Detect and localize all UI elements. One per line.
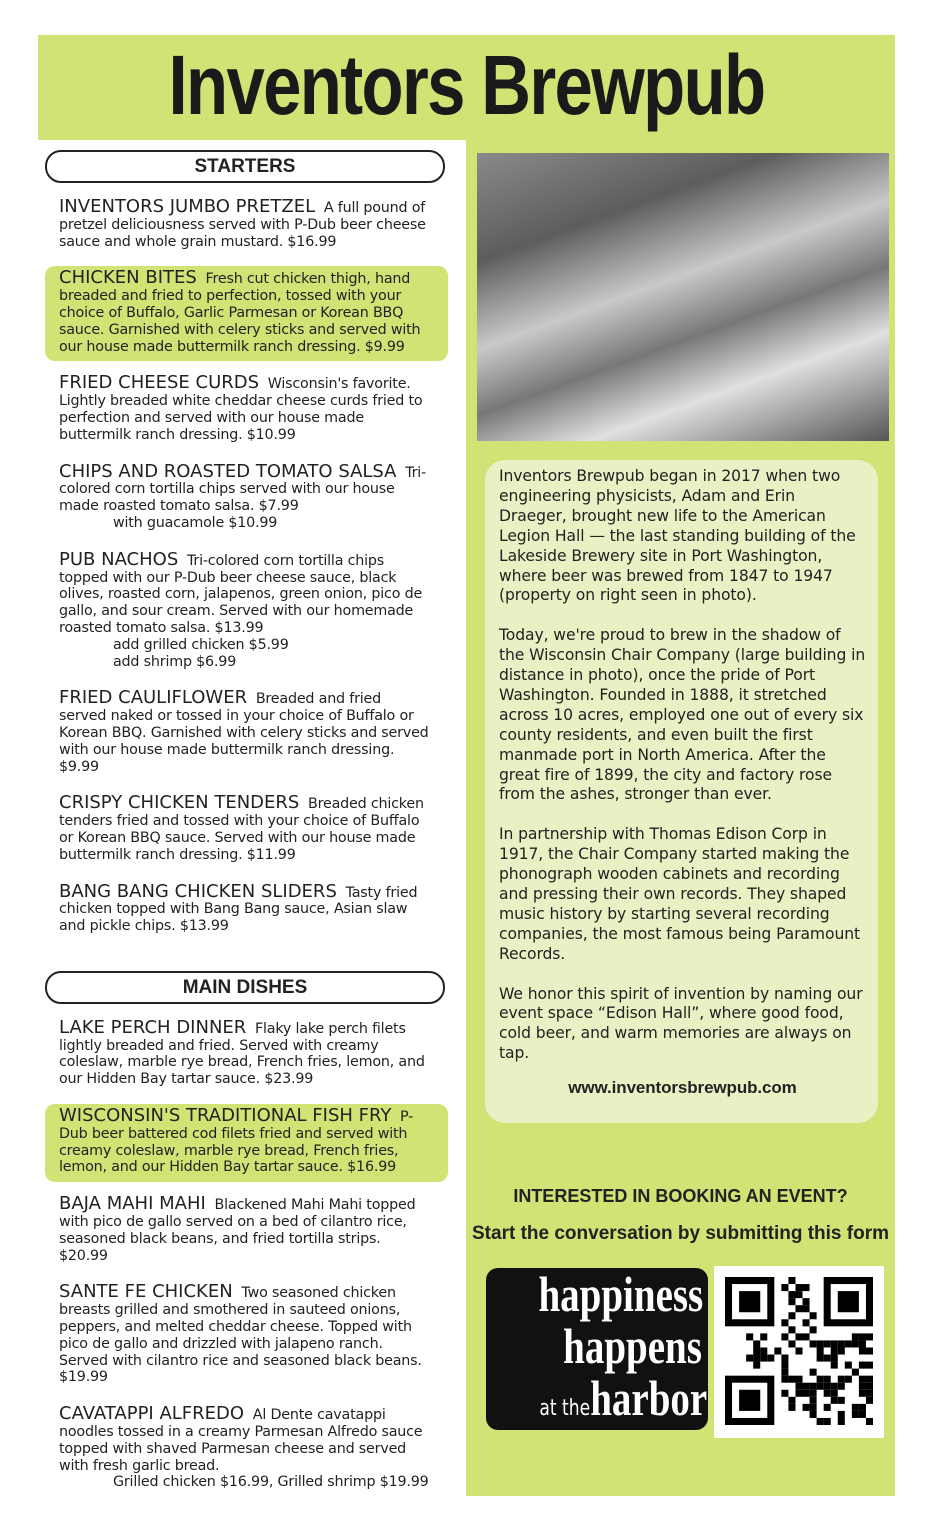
menu-item-description: Two seasoned chicken breasts grilled and smothered in sauteed onions, peppers, and melted cheddar cheese. Topped with pico de gallo and drizzled with jalapeno ranch. Served with cilantro rice and seasoned black beans. $19.99 <box>59 1285 422 1386</box>
menu-item-description: Breaded chicken tenders fried and tossed with your choice of Buffalo or Korean BBQ sauce. Served with our house made buttermilk ranch dressing. $11.99 <box>59 796 424 863</box>
menu-item <box>45 548 445 677</box>
menu-item-name: FRIED CHEESE CURDS <box>59 372 260 394</box>
menu-item-name: FRIED CAULIFLOWER <box>59 687 248 709</box>
section-heading-starters: STARTERS <box>45 150 445 183</box>
historic-photo <box>477 153 889 441</box>
website-link[interactable]: www.inventorsbrewpub.com <box>568 1078 797 1098</box>
menu-item <box>45 1016 445 1094</box>
menu-item <box>45 266 448 361</box>
menu-item <box>45 1192 445 1270</box>
menu-item <box>45 791 445 869</box>
menu-item-name: CHICKEN BITES <box>59 267 197 289</box>
menu-item-addon: Grilled chicken $16.99, Grilled shrimp $19.99 <box>113 1474 429 1491</box>
menu-item <box>45 686 445 781</box>
menu-item-name: LAKE PERCH DINNER <box>59 1016 247 1038</box>
menu-item-name: PUB NACHOS <box>59 548 179 570</box>
menu-item-name: WISCONSIN'S TRADITIONAL FISH FRY <box>59 1105 392 1127</box>
page-title: Inventors Brewpub <box>168 38 765 132</box>
menu-item <box>45 371 445 449</box>
header-banner <box>38 35 895 140</box>
menu-item-description: Tasty fried chicken topped with Bang Bang sauce, Asian slaw and pickle chips. $13.99 <box>59 884 418 935</box>
menu-item <box>45 1104 448 1182</box>
menu-item-name: CAVATAPPI ALFREDO <box>59 1403 245 1425</box>
menu-item-addon: with guacamole $10.99 <box>113 514 278 531</box>
menu-item <box>45 1280 445 1392</box>
menu-item-description: Breaded and fried served naked or tossed in your choice of Buffalo or Korean BBQ. Garnished with celery sticks and served with our house made buttermilk ranch dressing. $9.99 <box>59 691 429 775</box>
menu-item-description: Tri-colored corn tortilla chips topped with our P-Dub beer cheese sauce, black olives, roasted corn, jalapenos, green onion, pico de gallo, and sour cream. Served with our homemade roasted tomato salsa. $13.99 <box>59 552 423 636</box>
menu-item-description: Tri-colored corn tortilla chips served with our house made roasted tomato salsa. $7.99 <box>59 464 427 515</box>
menu-item-name: CRISPY CHICKEN TENDERS <box>59 792 300 814</box>
booking-heading: INTERESTED IN BOOKING AN EVENT? <box>513 1186 848 1206</box>
menu-column <box>45 150 445 1507</box>
story-paragraph: We honor this spirit of invention by naming our event space “Edison Hall”, where good food, cold beer, and warm memories are always on tap. <box>499 984 863 1063</box>
mains-list <box>45 1016 445 1497</box>
starters-list <box>45 195 445 941</box>
menu-item-name: SANTE FE CHICKEN <box>59 1281 233 1303</box>
menu-item-description: A full pound of pretzel deliciousness served with P-Dub beer cheese sauce and whole grain mustard. $16.99 <box>59 200 426 250</box>
section-heading-mains: MAIN DISHES <box>45 971 445 1004</box>
menu-item-description: Fresh cut chicken thigh, hand breaded and fried to perfection, tossed with your choice of Buffalo, Garlic Parmesan or Korean BBQ sauce. Garnished with celery sticks and served with our house made buttermilk ranch dressing. $9.99 <box>59 271 421 355</box>
menu-item <box>45 195 445 256</box>
menu-item-addon: add shrimp $6.99 <box>113 653 237 670</box>
story-paragraph: Inventors Brewpub began in 2017 when two engineering physicists, Adam and Erin Draeger, brought new life to the American Legion Hall — the last standing building of the Lakeside Brewery site in Port Washington, where beer was brewed from 1847 to 1947 (property on right seen in photo). <box>499 467 856 605</box>
menu-item-description: Flaky lake perch filets lightly breaded and fried. Served with creamy coleslaw, marble rye bread, French fries, lemon, and our Hidden Bay tartar sauce. $23.99 <box>59 1020 425 1088</box>
menu-item-description: Wisconsin's favorite. Lightly breaded white cheddar cheese curds fried to perfection and served with our house made buttermilk ranch dressing. $10.99 <box>59 376 423 443</box>
menu-item <box>45 880 445 941</box>
menu-item-description: P-Dub beer battered cod filets fried and served with creamy coleslaw, marble rye bread, French fries, lemon, and our Hidden Bay tartar sauce. $16.99 <box>59 1109 414 1176</box>
menu-item-addon: add grilled chicken $5.99 <box>113 636 289 653</box>
harbor-logo: happiness happens at theharbor <box>486 1268 708 1430</box>
menu-item <box>45 460 445 538</box>
booking-cta: Start the conversation by submitting this form <box>472 1223 889 1244</box>
menu-item <box>45 1402 445 1497</box>
story-paragraph: Today, we're proud to brew in the shadow of the Wisconsin Chair Company (large building in distance in photo), once the pride of Port Washington. Founded in 1888, it stretched across 10 acres, employed one out of every six county residents, and even built the first manmade port in North America. After the great fire of 1899, the city and factory rose from the ashes, stronger than ever. <box>499 626 866 804</box>
menu-item-description: Blackened Mahi Mahi topped with pico de gallo served on a bed of cilantro rice, seasoned black beans, and fried tortilla strips. $20.99 <box>59 1197 416 1264</box>
menu-item-name: BANG BANG CHICKEN SLIDERS <box>59 880 337 902</box>
story-paragraph: In partnership with Thomas Edison Corp in 1917, the Chair Company started making the phonograph wooden cabinets and recording and pressing their own records. They shaped music history by starting several recording companies, the most famous being Paramount Records. <box>499 825 861 963</box>
story-box <box>485 460 878 1123</box>
menu-item-name: BAJA MAHI MAHI <box>59 1193 206 1215</box>
menu-item-name: CHIPS AND ROASTED TOMATO SALSA <box>59 460 397 482</box>
booking-qr-code[interactable] <box>714 1266 884 1438</box>
menu-item-description: Al Dente cavatappi noodles tossed in a creamy Parmesan Alfredo sauce topped with shaved Parmesan cheese and served with fresh garlic bread. <box>59 1407 423 1474</box>
menu-item-name: INVENTORS JUMBO PRETZEL <box>59 196 316 217</box>
